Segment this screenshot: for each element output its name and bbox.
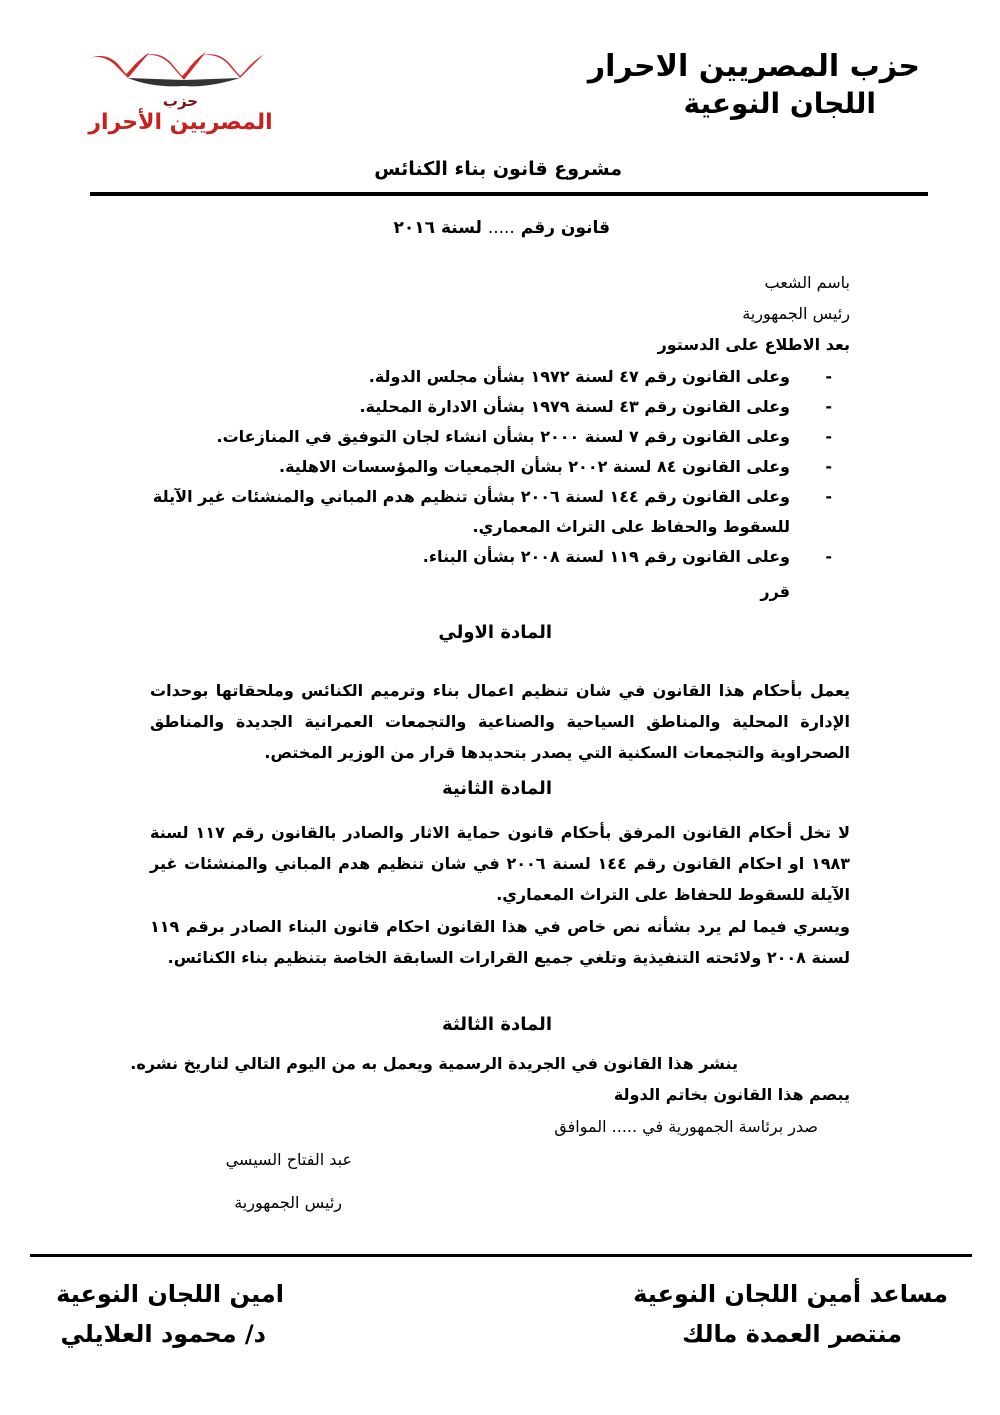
article-3-text: ينشر هذا القانون في الجريدة الرسمية ويعمل به من اليوم التالي لتاريخ نشره. [130, 1054, 738, 1073]
list-item: - وعلى القانون ٨٤ لسنة ٢٠٠٢ بشأن الجمعيات والمؤسسات الاهلية. [279, 457, 832, 476]
referenced-laws-list [132, 362, 832, 572]
law-year: لسنة ٢٠١٦ [393, 218, 482, 238]
article-2-text-1: لا تخل أحكام القانون المرفق بأحكام قانون حماية الاثار والصادر بالقانون رقم ١١٧ لسنة ١٩٨٣ او احكام القانون رقم ١٤٤ لسنة ٢٠٠٦ في شان تنظيم هدم المباني والمنشئات غير الآيلة للسقوط للحفاظ على التراث المعماري. [150, 823, 851, 904]
list-item: - وعلى القانون رقم ١١٩ لسنة ٢٠٠٨ بشأن البناء. [422, 547, 832, 566]
party-logo [88, 44, 288, 144]
footer-left-name: د/ محمود العلايلي [60, 1320, 266, 1348]
signatory-name: عبد الفتاح السيسي [225, 1150, 352, 1169]
list-item: - وعلى القانون رقم ٤٧ لسنة ١٩٧٢ بشأن مجلس الدولة. [368, 367, 832, 386]
org-subunit: اللجان النوعية [683, 87, 876, 120]
footer-left-signatory [56, 1274, 284, 1354]
project-title: مشروع قانون بناء الكنائس [374, 158, 622, 180]
issued-statement: صدر برئاسة الجمهورية في ..... الموافق [554, 1117, 818, 1136]
article-1-title: المادة الاولي [438, 622, 552, 643]
footer-right-title: مساعد أمين اللجان النوعية [633, 1280, 948, 1308]
footer-left-title: امين اللجان النوعية [56, 1280, 284, 1308]
footer-divider [30, 1254, 972, 1257]
logo-word-hizb: حزب [162, 92, 199, 110]
article-2-text-2: ويسري فيما لم يرد بشأنه نص خاص في هذا القانون احكام قانون البناء الصادر برقم ١١٩ لسنة ٢٠٠٨ ولائحته التنفيذية وتلغي جميع القرارات السابقة الخاصة بتنظيم بناء الكنائس. [150, 917, 850, 967]
article-1-text: يعمل بأحكام هذا القانون في شان تنظيم اعمال بناء وترميم الكنائس وملحقاتها بوحدات الإدارة المحلية والمناطق السياحية والصناعية والتجمعات العمرانية الجديدة والمناطق الصحراوية والتجمعات السكنية التي يصدر بتحديدها قرار من الوزير المختص. [150, 681, 850, 762]
logo-mark-icon [88, 44, 288, 92]
law-title [394, 218, 610, 238]
decree-word: قرر [760, 582, 790, 601]
footer-right-signatory [633, 1274, 948, 1354]
seal-statement: يبصم هذا القانون بخاتم الدولة [613, 1085, 850, 1104]
organization-header [587, 48, 920, 122]
logo-party-name: المصريين الأحرار [88, 110, 273, 135]
preamble-president: رئيس الجمهورية [742, 304, 850, 323]
header-divider [90, 192, 928, 196]
preamble-people: باسم الشعب [764, 273, 850, 292]
footer-right-name: منتصر العمدة مالك [682, 1320, 902, 1348]
list-item: - وعلى القانون رقم ٧ لسنة ٢٠٠٠ بشأن انشاء لجان التوفيق في المنازعات. [216, 427, 832, 446]
law-title-prefix: قانون رقم [520, 218, 610, 238]
org-name: حزب المصريين الاحرار [587, 49, 920, 84]
law-number-placeholder: ..... [487, 218, 515, 238]
article-2-title: المادة الثانية [442, 778, 552, 799]
preamble-constitution: بعد الاطلاع على الدستور [657, 335, 850, 354]
signatory-title: رئيس الجمهورية [234, 1193, 342, 1212]
list-item: - وعلى القانون رقم ٤٣ لسنة ١٩٧٩ بشأن الادارة المحلية. [359, 397, 832, 416]
list-item: - وعلى القانون رقم ١٤٤ لسنة ٢٠٠٦ بشأن تنظيم هدم المباني والمنشئات غير الآيلة للسقوط والحفاظ على التراث المعماري. [152, 487, 832, 536]
article-3-title: المادة الثالثة [442, 1014, 552, 1035]
